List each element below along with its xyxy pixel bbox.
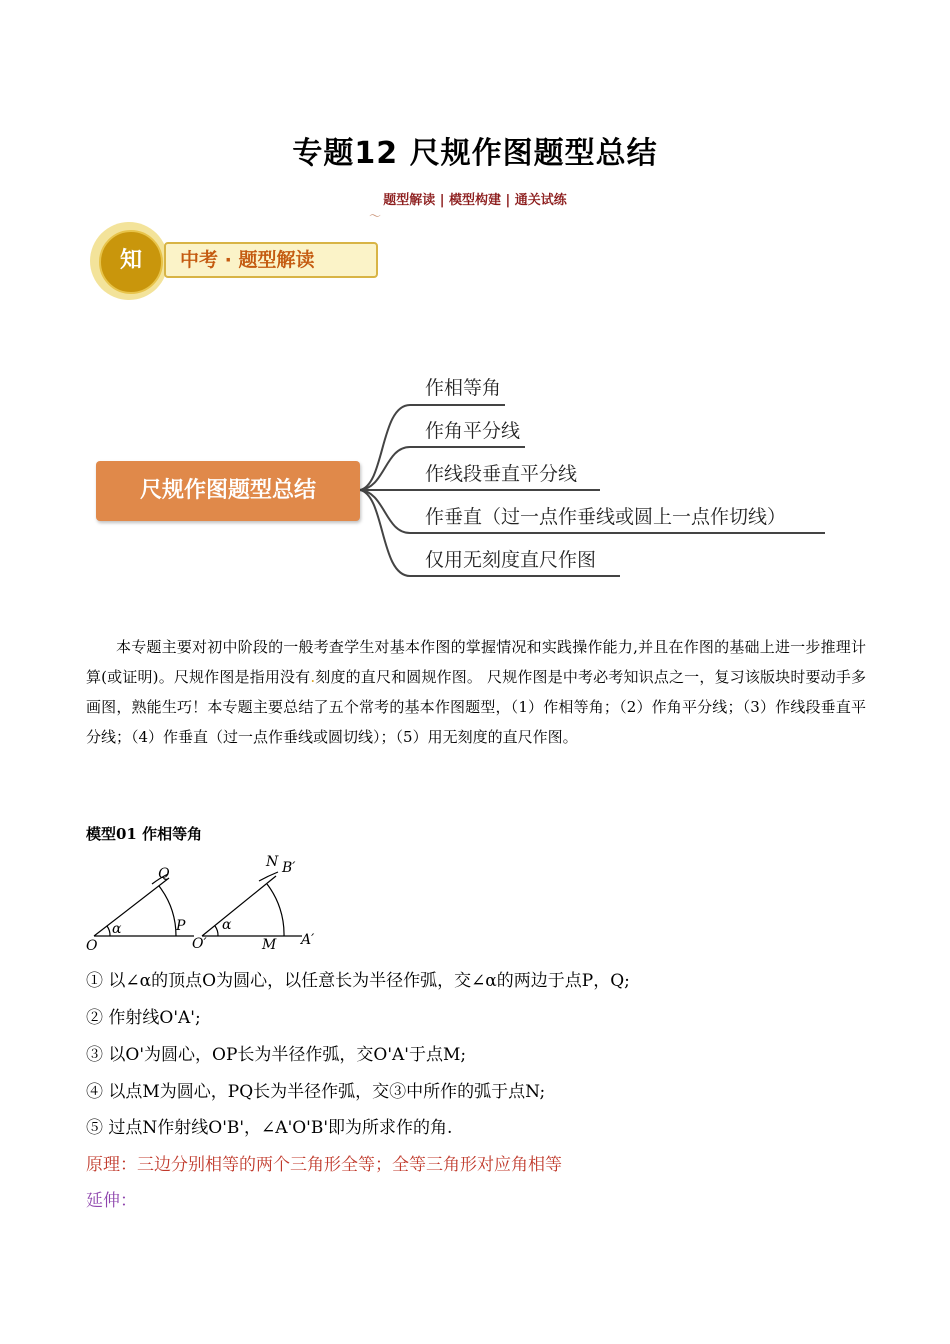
model01-heading: 模型01 作相等角 — [86, 825, 203, 843]
page-title: 专题12 尺规作图题型总结 — [292, 136, 658, 171]
mindmap-branch-perpendicular-bisector: 作线段垂直平分线 — [425, 463, 578, 485]
subtitle: 题型解读 | 模型构建 | 通关试练 — [383, 193, 567, 208]
mindmap-branch-unmarked-ruler: 仅用无刻度直尺作图 — [425, 549, 597, 571]
label-P: P — [176, 918, 186, 934]
intro-text-1: 本专题主要对初中阶段的一般考查学生对基本作图的掌握情况和实践操作能力,并且在作图的基础上进一步推理计算(或证明)。尺规作图是指用没有 — [86, 638, 866, 686]
label-M: M — [262, 937, 277, 953]
badge-knowledge-icon: 知 — [99, 230, 163, 294]
mindmap-root: 尺规作图题型总结 — [96, 461, 360, 521]
label-B-prime: B′ — [282, 860, 296, 876]
step-3: ③ 以O'为圆心，OP长为半径作弧，交O'A'于点M; — [86, 1045, 467, 1065]
principle-text: 原理：三边分别相等的两个三角形全等；全等三角形对应角相等 — [86, 1155, 562, 1175]
step-2: ② 作射线O'A'; — [86, 1008, 201, 1028]
label-Q: Q — [158, 866, 170, 882]
label-O-prime: O′ — [192, 936, 207, 952]
label-alpha-2: α — [222, 917, 232, 933]
mindmap-branch-perpendicular: 作垂直（过一点作垂线或圆上一点作切线） — [425, 506, 787, 528]
intro-dot: . — [310, 668, 316, 686]
subtitle-ornament: 〜 — [369, 209, 382, 223]
badge-label: 中考 · 题型解读 — [164, 242, 378, 278]
mindmap-branch-angle-bisector: 作角平分线 — [425, 420, 521, 442]
label-alpha-1: α — [112, 921, 122, 937]
extension-label: 延伸： — [86, 1191, 137, 1211]
intro-paragraph — [86, 632, 866, 752]
mindmap-branch-equal-angle: 作相等角 — [425, 377, 502, 399]
equal-angle-figure — [84, 848, 324, 958]
label-N: N — [266, 854, 279, 870]
intro-text-2: 刻度的直尺和圆规作图。 尺规作图是中考必考知识点之一，复习该版块时要动手多画图，熟能生巧！本专题主要总结了五个常考的基本作图题型，（1）作相等角；（2）作角平分线；（3）作线段垂直平分线；（4）作垂直（过一点作垂线或圆切线）；（5）用无刻度的直尺作图。 — [86, 668, 866, 746]
step-5: ⑤ 过点N作射线O'B'，∠A'O'B'即为所求作的角. — [86, 1118, 453, 1138]
step-1: ① 以∠α的顶点O为圆心，以任意长为半径作弧，交∠α的两边于点P，Q; — [86, 971, 630, 991]
step-4: ④ 以点M为圆心，PQ长为半径作弧，交③中所作的弧于点N; — [86, 1082, 546, 1102]
label-O: O — [86, 938, 98, 954]
label-A-prime: A′ — [301, 932, 315, 948]
